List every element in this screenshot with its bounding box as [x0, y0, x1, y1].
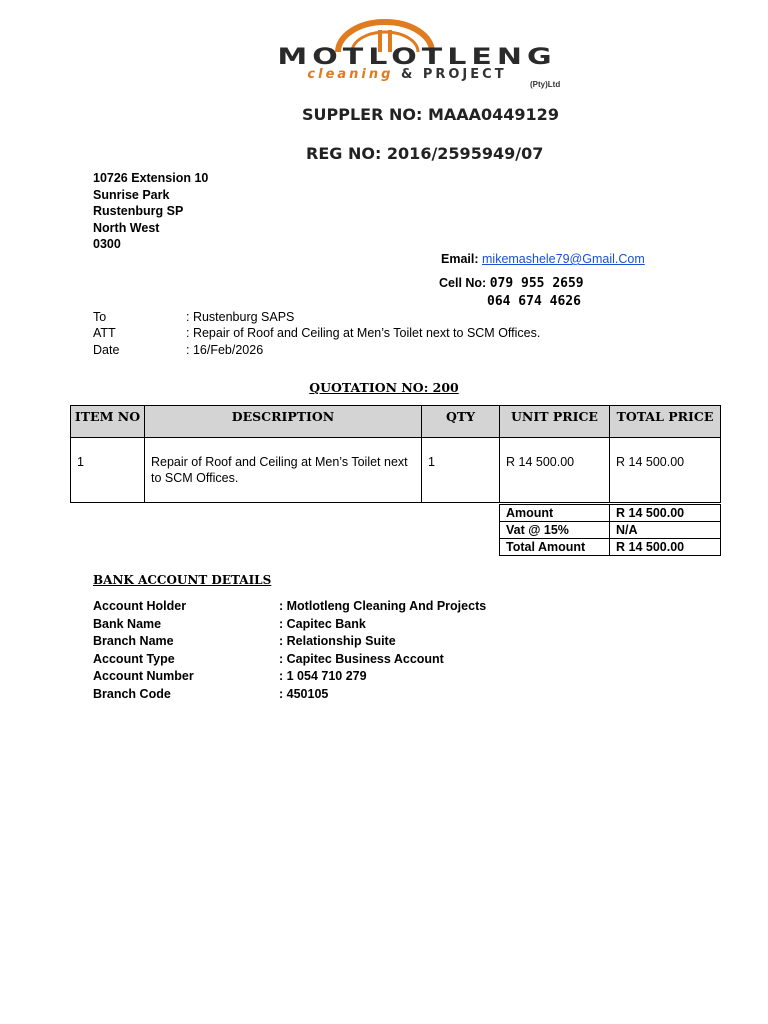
cell-total-price — [610, 438, 721, 503]
email-label: Email: — [441, 252, 479, 266]
supplier-number: SUPPLER NO: MAAA0449129 — [302, 105, 559, 124]
email-link[interactable]: mikemashele79@Gmail.Com — [482, 252, 645, 266]
cell-label: Cell No: — [439, 276, 487, 290]
address-line: North West — [93, 220, 160, 235]
bank-label: Branch Name — [93, 634, 174, 648]
cell-text: R 14 500.00 — [506, 455, 575, 469]
bank-value: : Capitec Bank — [279, 617, 366, 631]
att-value: : Repair of Roof and Ceiling at Men’s Toilet next to SCM Offices. — [186, 326, 541, 340]
bank-value: : 1 054 710 279 — [279, 669, 367, 683]
address-line: 10726 Extension 10 — [93, 171, 209, 185]
totals-table — [499, 504, 721, 556]
header-total-price: TOTAL PRICE — [610, 406, 721, 438]
bank-value: : Relationship Suite — [279, 634, 396, 648]
amount-value: R 14 500.00 — [610, 505, 721, 522]
date-value: : 16/Feb/2026 — [186, 343, 264, 357]
total-amount-value: R 14 500.00 — [610, 539, 721, 556]
bank-details-title: BANK ACCOUNT DETAILS — [93, 573, 272, 587]
address-line: Rustenburg SP — [93, 204, 184, 218]
bank-label: Account Type — [93, 652, 175, 666]
logo-pty: (Pty)Ltd — [530, 80, 561, 89]
totals-row — [500, 522, 721, 539]
bank-value: : Capitec Business Account — [279, 652, 444, 666]
header-item-no: ITEM NO — [71, 406, 145, 438]
quotation-title — [0, 380, 768, 395]
company-address — [93, 170, 208, 253]
att-label: ATT — [93, 326, 116, 340]
bank-label: Bank Name — [93, 617, 162, 631]
bank-label: Account Holder — [93, 599, 187, 613]
cell-item-no — [71, 438, 145, 503]
cell-text: Repair of Roof and Ceiling at Men’s Toilet next to SCM Offices. — [151, 455, 408, 485]
cell-text: R 14 500.00 — [616, 455, 685, 469]
total-amount-label: Total Amount — [500, 539, 610, 556]
bank-value: : Motlotleng Cleaning And Projects — [279, 599, 487, 613]
cell-number-1: 079 955 2659 — [489, 276, 584, 291]
cell-line — [439, 276, 584, 291]
quotation-title-text: QUOTATION NO: 200 — [309, 380, 459, 395]
email-line — [441, 252, 645, 266]
totals-row — [500, 539, 721, 556]
quotation-table — [70, 405, 721, 503]
cell-description — [145, 438, 422, 503]
date-label: Date — [93, 343, 120, 357]
table-row — [71, 438, 721, 503]
header-qty: QTY — [422, 406, 500, 438]
vat-value: N/A — [610, 522, 721, 539]
address-line: Sunrise Park — [93, 187, 170, 202]
header-unit-price: UNIT PRICE — [500, 406, 610, 438]
amount-label: Amount — [500, 505, 610, 522]
bank-value: : 450105 — [279, 687, 329, 701]
bank-label: Account Number — [93, 669, 194, 683]
address-line: 0300 — [93, 237, 121, 251]
logo-sub-cleaning: cleaning — [307, 67, 394, 82]
cell-unit-price — [500, 438, 610, 503]
cell-text: 1 — [77, 455, 84, 469]
to-value: : Rustenburg SAPS — [186, 310, 295, 324]
cell-number-2: 064 674 4626 — [487, 294, 581, 309]
logo-sub-project: & PROJECT — [400, 67, 507, 82]
cell-qty — [422, 438, 500, 503]
to-label: To — [93, 310, 107, 324]
vat-label: Vat @ 15% — [500, 522, 610, 539]
bank-label: Branch Code — [93, 687, 171, 701]
header-description: DESCRIPTION — [145, 406, 422, 438]
logo-wordmark: MOTLOTLENG — [277, 43, 557, 70]
cell-text: 1 — [428, 455, 435, 469]
registration-number: REG NO: 2016/2595949/07 — [306, 144, 544, 163]
totals-row — [500, 505, 721, 522]
